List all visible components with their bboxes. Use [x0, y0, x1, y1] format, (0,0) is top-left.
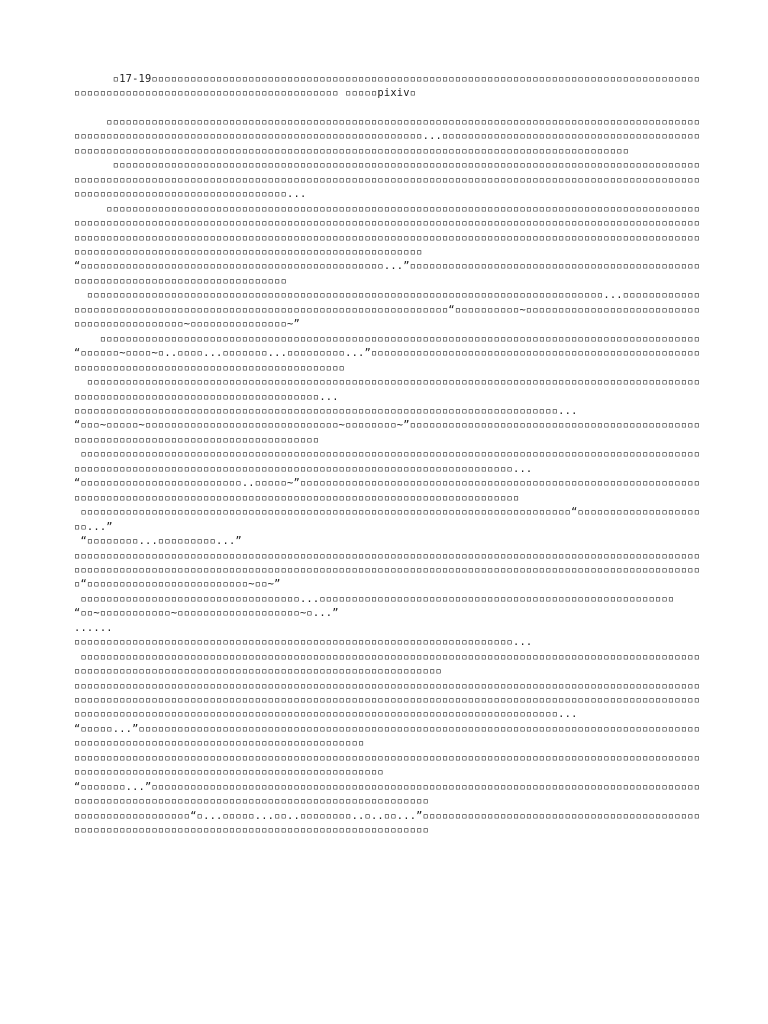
paragraph-gap [74, 101, 706, 115]
paragraph-2: ▫▫▫▫▫▫▫▫▫▫▫▫▫▫▫▫▫▫▫▫▫▫▫▫▫▫▫▫▫▫▫▫▫▫▫▫▫▫▫▫▫▫▫▫▫▫▫▫▫▫▫▫▫▫▫▫▫▫▫▫▫▫▫▫▫▫▫▫▫▫▫▫▫▫▫▫▫▫▫▫▫▫▫▫▫▫▫▫▫▫▫▫▫▫▫▫▫▫▫▫▫▫▫▫▫▫▫▫▫▫▫▫▫▫▫▫▫▫▫▫▫▫▫▫▫▫▫▫▫▫▫▫▫▫▫▫▫▫▫▫▫▫▫▫▫▫...▫▫▫▫▫▫▫▫▫▫▫▫▫▫▫▫▫▫▫▫▫▫▫▫▫▫▫▫▫▫▫▫▫▫▫▫▫▫▫▫▫▫▫▫▫▫▫▫▫▫▫▫▫▫▫▫▫▫▫▫▫▫▫▫▫▫▫▫▫▫▫▫▫▫▫▫▫▫▫▫▫▫▫▫▫▫▫▫▫▫▫▫▫▫▫▫▫▫▫▫▫▫▫▫▫▫▫▫▫▫▫▫▫▫▫▫▫▫▫▫▫▫▫▫▫▫ [74, 115, 701, 157]
paragraph-4: ▫▫▫▫▫▫▫▫▫▫▫▫▫▫▫▫▫▫▫▫▫▫▫▫▫▫▫▫▫▫▫▫▫▫▫▫▫▫▫▫▫▫▫▫▫▫▫▫▫▫▫▫▫▫▫▫▫▫▫▫▫▫▫▫▫▫▫▫▫▫▫▫▫▫▫▫▫▫▫▫▫▫▫▫▫▫▫▫▫▫▫▫▫▫▫▫▫▫▫▫▫▫▫▫▫▫▫▫▫▫▫▫▫▫▫▫▫▫▫▫▫▫▫▫▫▫▫▫▫▫▫▫▫▫▫▫▫▫▫▫▫▫▫▫▫▫▫▫▫▫▫▫▫▫▫▫▫▫▫▫▫▫▫▫▫▫▫▫▫▫▫▫▫▫▫▫▫▫▫▫▫▫▫▫▫▫▫▫▫▫▫▫▫▫▫▫▫▫▫▫▫▫▫▫▫▫▫▫▫▫▫▫▫▫▫▫▫▫▫▫▫▫▫▫▫▫▫▫▫▫▫▫▫▫▫▫▫▫▫▫▫▫▫▫▫▫▫▫▫▫▫▫▫▫▫▫▫▫▫▫▫▫▫▫▫▫▫▫▫▫▫▫▫▫▫▫▫▫▫▫▫▫▫▫▫▫▫▫▫▫▫▫▫▫▫▫▫▫▫▫▫▫▫▫▫▫▫▫▫▫▫▫▫▫▫▫▫▫▫▫▫▫▫▫▫▫▫▫▫▫▫▫▫▫▫▫▫▫▫▫ [74, 202, 701, 258]
paragraph-10: ▫▫▫▫▫▫▫▫▫▫▫▫▫▫▫▫▫▫▫▫▫▫▫▫▫▫▫▫▫▫▫▫▫▫▫▫▫▫▫▫▫▫▫▫▫▫▫▫▫▫▫▫▫▫▫▫▫▫▫▫▫▫▫▫▫▫▫▫▫▫▫▫▫▫▫... [74, 404, 578, 417]
paragraph-8: “▫▫▫▫▫▫~▫▫▫▫~▫..▫▫▫▫...▫▫▫▫▫▫▫...▫▫▫▫▫▫▫▫▫...”▫▫▫▫▫▫▫▫▫▫▫▫▫▫▫▫▫▫▫▫▫▫▫▫▫▫▫▫▫▫▫▫▫▫▫▫▫▫▫▫▫▫▫▫▫▫▫▫▫▫▫▫▫▫▫▫▫▫▫▫▫▫▫▫▫▫▫▫▫▫▫▫▫▫▫▫▫▫▫▫▫▫▫▫▫▫▫▫▫▫▫▫▫ [74, 347, 701, 374]
paragraph-14: ▫▫▫▫▫▫▫▫▫▫▫▫▫▫▫▫▫▫▫▫▫▫▫▫▫▫▫▫▫▫▫▫▫▫▫▫▫▫▫▫▫▫▫▫▫▫▫▫▫▫▫▫▫▫▫▫▫▫▫▫▫▫▫▫▫▫▫▫▫▫▫▫▫▫▫▫“▫▫▫▫▫▫▫▫▫▫▫▫▫▫▫▫▫▫▫▫▫...” [74, 506, 701, 533]
paragraph-9: ▫▫▫▫▫▫▫▫▫▫▫▫▫▫▫▫▫▫▫▫▫▫▫▫▫▫▫▫▫▫▫▫▫▫▫▫▫▫▫▫▫▫▫▫▫▫▫▫▫▫▫▫▫▫▫▫▫▫▫▫▫▫▫▫▫▫▫▫▫▫▫▫▫▫▫▫▫▫▫▫▫▫▫▫▫▫▫▫▫▫▫▫▫▫▫▫▫▫▫▫▫▫▫▫▫▫▫▫▫▫▫▫▫▫▫▫▫▫▫▫▫▫▫▫▫▫▫▫▫▫▫▫▫... [74, 376, 701, 403]
paragraph-24: ▫▫▫▫▫▫▫▫▫▫▫▫▫▫▫▫▫▫▫▫▫▫▫▫▫▫▫▫▫▫▫▫▫▫▫▫▫▫▫▫▫▫▫▫▫▫▫▫▫▫▫▫▫▫▫▫▫▫▫▫▫▫▫▫▫▫▫▫▫▫▫▫▫▫▫▫▫▫▫▫▫▫▫▫▫▫▫▫▫▫▫▫▫▫▫▫▫▫▫▫▫▫▫▫▫▫▫▫▫▫▫▫▫▫▫▫▫▫▫▫▫▫▫▫▫▫▫▫▫▫▫▫▫▫▫▫▫▫▫▫▫▫▫▫▫ [74, 751, 701, 779]
paragraph-17: ▫▫▫▫▫▫▫▫▫▫▫▫▫▫▫▫▫▫▫▫▫▫▫▫▫▫▫▫▫▫▫▫▫▫...▫▫▫▫▫▫▫▫▫▫▫▫▫▫▫▫▫▫▫▫▫▫▫▫▫▫▫▫▫▫▫▫▫▫▫▫▫▫▫▫▫▫▫▫▫▫▫▫▫▫▫▫▫▫▫ [74, 592, 675, 605]
paragraph-26: ▫▫▫▫▫▫▫▫▫▫▫▫▫▫▫▫▫▫“▫...▫▫▫▫▫...▫▫..▫▫▫▫▫▫▫▫..▫..▫▫...”▫▫▫▫▫▫▫▫▫▫▫▫▫▫▫▫▫▫▫▫▫▫▫▫▫▫▫▫▫▫▫▫▫▫▫▫▫▫▫▫▫▫▫▫▫▫▫▫▫▫▫▫▫▫▫▫▫▫▫▫▫▫▫▫▫▫▫▫▫▫▫▫▫▫▫▫▫▫▫▫▫▫▫▫▫▫▫▫▫▫▫▫▫▫▫▫▫▫ [74, 809, 701, 837]
story-text [74, 72, 706, 838]
paragraph-19: ...... [74, 621, 113, 634]
paragraph-20: ▫▫▫▫▫▫▫▫▫▫▫▫▫▫▫▫▫▫▫▫▫▫▫▫▫▫▫▫▫▫▫▫▫▫▫▫▫▫▫▫▫▫▫▫▫▫▫▫▫▫▫▫▫▫▫▫▫▫▫▫▫▫▫▫▫▫▫▫... [74, 636, 533, 649]
paragraph-15: “▫▫▫▫▫▫▫▫...▫▫▫▫▫▫▫▫▫...” [74, 535, 242, 548]
paragraph-12: ▫▫▫▫▫▫▫▫▫▫▫▫▫▫▫▫▫▫▫▫▫▫▫▫▫▫▫▫▫▫▫▫▫▫▫▫▫▫▫▫▫▫▫▫▫▫▫▫▫▫▫▫▫▫▫▫▫▫▫▫▫▫▫▫▫▫▫▫▫▫▫▫▫▫▫▫▫▫▫▫▫▫▫▫▫▫▫▫▫▫▫▫▫▫▫▫▫▫▫▫▫▫▫▫▫▫▫▫▫▫▫▫▫▫▫▫▫▫▫▫▫▫▫▫▫▫▫▫▫▫▫▫▫▫▫▫▫▫▫▫▫▫▫▫▫▫▫▫▫▫▫▫▫▫▫▫▫▫▫▫▫▫▫▫... [74, 448, 701, 475]
paragraph-11: “▫▫▫~▫▫▫▫▫~▫▫▫▫▫▫▫▫▫▫▫▫▫▫▫▫▫▫▫▫▫▫▫▫▫▫▫▫▫▫~▫▫▫▫▫▫▫▫~”▫▫▫▫▫▫▫▫▫▫▫▫▫▫▫▫▫▫▫▫▫▫▫▫▫▫▫▫▫▫▫▫▫▫▫▫▫▫▫▫▫▫▫▫▫▫▫▫▫▫▫▫▫▫▫▫▫▫▫▫▫▫▫▫▫▫▫▫▫▫▫▫▫▫▫▫▫▫▫▫▫▫▫ [74, 419, 701, 446]
paragraph-18: “▫▫~▫▫▫▫▫▫▫▫▫▫▫~▫▫▫▫▫▫▫▫▫▫▫▫▫▫▫▫▫▫▫~▫...” [74, 607, 339, 620]
paragraph-0: ▫17-19▫▫▫▫▫▫▫▫▫▫▫▫▫▫▫▫▫▫▫▫▫▫▫▫▫▫▫▫▫▫▫▫▫▫▫▫▫▫▫▫▫▫▫▫▫▫▫▫▫▫▫▫▫▫▫▫▫▫▫▫▫▫▫▫▫▫▫▫▫▫▫▫▫▫▫▫▫▫▫▫▫▫▫▫▫▫▫▫▫▫▫▫▫▫▫▫▫▫▫▫▫▫▫▫▫▫▫▫▫▫▫▫▫▫▫▫▫▫▫▫▫▫▫▫▫▫ ▫▫▫▫▫pixiv▫ [74, 73, 701, 100]
paragraph-6: ▫▫▫▫▫▫▫▫▫▫▫▫▫▫▫▫▫▫▫▫▫▫▫▫▫▫▫▫▫▫▫▫▫▫▫▫▫▫▫▫▫▫▫▫▫▫▫▫▫▫▫▫▫▫▫▫▫▫▫▫▫▫▫▫▫▫▫▫▫▫▫▫▫▫▫▫▫▫▫▫...▫▫▫▫▫▫▫▫▫▫▫▫▫▫▫▫▫▫▫▫▫▫▫▫▫▫▫▫▫▫▫▫▫▫▫▫▫▫▫▫▫▫▫▫▫▫▫▫▫▫▫▫▫▫▫▫▫▫▫▫▫▫▫▫▫▫▫▫▫▫“▫▫▫▫▫▫▫▫▫▫~▫▫▫▫▫▫▫▫▫▫▫▫▫▫▫▫▫▫▫▫▫▫▫▫▫▫▫▫▫▫▫▫▫▫▫▫▫▫▫▫▫▫▫▫~▫▫▫▫▫▫▫▫▫▫▫▫▫▫▫~” [74, 289, 701, 331]
paragraph-22: ▫▫▫▫▫▫▫▫▫▫▫▫▫▫▫▫▫▫▫▫▫▫▫▫▫▫▫▫▫▫▫▫▫▫▫▫▫▫▫▫▫▫▫▫▫▫▫▫▫▫▫▫▫▫▫▫▫▫▫▫▫▫▫▫▫▫▫▫▫▫▫▫▫▫▫▫▫▫▫▫▫▫▫▫▫▫▫▫▫▫▫▫▫▫▫▫▫▫▫▫▫▫▫▫▫▫▫▫▫▫▫▫▫▫▫▫▫▫▫▫▫▫▫▫▫▫▫▫▫▫▫▫▫▫▫▫▫▫▫▫▫▫▫▫▫▫▫▫▫▫▫▫▫▫▫▫▫▫▫▫▫▫▫▫▫▫▫▫▫▫▫▫▫▫▫▫▫▫▫▫▫▫▫▫▫▫▫▫▫▫▫▫▫▫▫▫▫▫▫▫▫▫▫▫▫▫▫▫▫▫▫▫▫▫▫▫▫▫▫▫▫▫▫▫▫▫▫▫▫▫▫▫▫▫▫▫▫▫▫▫▫▫▫▫▫▫▫▫▫▫▫▫▫▫▫▫▫▫▫▫▫▫▫▫▫▫▫▫▫... [74, 679, 701, 721]
paragraph-7: ▫▫▫▫▫▫▫▫▫▫▫▫▫▫▫▫▫▫▫▫▫▫▫▫▫▫▫▫▫▫▫▫▫▫▫▫▫▫▫▫▫▫▫▫▫▫▫▫▫▫▫▫▫▫▫▫▫▫▫▫▫▫▫▫▫▫▫▫▫▫▫▫▫▫▫▫▫▫▫▫▫▫▫▫▫▫▫▫▫▫▫▫▫ [74, 332, 701, 345]
paragraph-16: ▫▫▫▫▫▫▫▫▫▫▫▫▫▫▫▫▫▫▫▫▫▫▫▫▫▫▫▫▫▫▫▫▫▫▫▫▫▫▫▫▫▫▫▫▫▫▫▫▫▫▫▫▫▫▫▫▫▫▫▫▫▫▫▫▫▫▫▫▫▫▫▫▫▫▫▫▫▫▫▫▫▫▫▫▫▫▫▫▫▫▫▫▫▫▫▫▫▫▫▫▫▫▫▫▫▫▫▫▫▫▫▫▫▫▫▫▫▫▫▫▫▫▫▫▫▫▫▫▫▫▫▫▫▫▫▫▫▫▫▫▫▫▫▫▫▫▫▫▫▫▫▫▫▫▫▫▫▫▫▫▫▫▫▫▫▫▫▫▫▫▫▫▫▫▫▫▫▫▫▫▫▫▫▫▫▫▫▫▫▫▫▫▫▫▫“▫▫▫▫▫▫▫▫▫▫▫▫▫▫▫▫▫▫▫▫▫▫▫▫▫~▫▫~” [74, 549, 701, 591]
paragraph-25: “▫▫▫▫▫▫▫...”▫▫▫▫▫▫▫▫▫▫▫▫▫▫▫▫▫▫▫▫▫▫▫▫▫▫▫▫▫▫▫▫▫▫▫▫▫▫▫▫▫▫▫▫▫▫▫▫▫▫▫▫▫▫▫▫▫▫▫▫▫▫▫▫▫▫▫▫▫▫▫▫▫▫▫▫▫▫▫▫▫▫▫▫▫▫▫▫▫▫▫▫▫▫▫▫▫▫▫▫▫▫▫▫▫▫▫▫▫▫▫▫▫▫▫▫▫▫▫▫▫▫▫▫▫▫▫▫▫▫▫▫▫▫▫▫▫▫▫▫ [74, 780, 701, 808]
paragraph-21: ▫▫▫▫▫▫▫▫▫▫▫▫▫▫▫▫▫▫▫▫▫▫▫▫▫▫▫▫▫▫▫▫▫▫▫▫▫▫▫▫▫▫▫▫▫▫▫▫▫▫▫▫▫▫▫▫▫▫▫▫▫▫▫▫▫▫▫▫▫▫▫▫▫▫▫▫▫▫▫▫▫▫▫▫▫▫▫▫▫▫▫▫▫▫▫▫▫▫▫▫▫▫▫▫▫▫▫▫▫▫▫▫▫▫▫▫▫▫▫▫▫▫▫▫▫▫▫▫▫▫▫▫▫▫▫▫▫▫▫▫▫▫▫▫▫▫▫▫▫▫▫▫▫ [74, 650, 701, 678]
paragraph-3: ▫▫▫▫▫▫▫▫▫▫▫▫▫▫▫▫▫▫▫▫▫▫▫▫▫▫▫▫▫▫▫▫▫▫▫▫▫▫▫▫▫▫▫▫▫▫▫▫▫▫▫▫▫▫▫▫▫▫▫▫▫▫▫▫▫▫▫▫▫▫▫▫▫▫▫▫▫▫▫▫▫▫▫▫▫▫▫▫▫▫▫▫▫▫▫▫▫▫▫▫▫▫▫▫▫▫▫▫▫▫▫▫▫▫▫▫▫▫▫▫▫▫▫▫▫▫▫▫▫▫▫▫▫▫▫▫▫▫▫▫▫▫▫▫▫▫▫▫▫▫▫▫▫▫▫▫▫▫▫▫▫▫▫▫▫▫▫▫▫▫▫▫▫▫▫▫▫▫▫▫▫▫▫▫▫▫▫▫▫▫▫▫▫▫▫▫▫▫▫▫▫▫▫▫▫▫▫▫▫▫▫▫▫▫▫▫▫▫▫▫▫... [74, 159, 701, 201]
paragraph-23: “▫▫▫▫▫...”▫▫▫▫▫▫▫▫▫▫▫▫▫▫▫▫▫▫▫▫▫▫▫▫▫▫▫▫▫▫▫▫▫▫▫▫▫▫▫▫▫▫▫▫▫▫▫▫▫▫▫▫▫▫▫▫▫▫▫▫▫▫▫▫▫▫▫▫▫▫▫▫▫▫▫▫▫▫▫▫▫▫▫▫▫▫▫▫▫▫▫▫▫▫▫▫▫▫▫▫▫▫▫▫▫▫▫▫▫▫▫▫▫▫▫▫▫▫▫▫▫▫▫▫▫▫▫▫▫▫▫▫ [74, 722, 701, 750]
paragraph-5: “▫▫▫▫▫▫▫▫▫▫▫▫▫▫▫▫▫▫▫▫▫▫▫▫▫▫▫▫▫▫▫▫▫▫▫▫▫▫▫▫▫▫▫▫▫▫▫...”▫▫▫▫▫▫▫▫▫▫▫▫▫▫▫▫▫▫▫▫▫▫▫▫▫▫▫▫▫▫▫▫▫▫▫▫▫▫▫▫▫▫▫▫▫▫▫▫▫▫▫▫▫▫▫▫▫▫▫▫▫▫▫▫▫▫▫▫▫▫▫▫▫▫▫▫▫▫ [74, 260, 701, 287]
paragraph-13: “▫▫▫▫▫▫▫▫▫▫▫▫▫▫▫▫▫▫▫▫▫▫▫▫▫..▫▫▫▫▫~”▫▫▫▫▫▫▫▫▫▫▫▫▫▫▫▫▫▫▫▫▫▫▫▫▫▫▫▫▫▫▫▫▫▫▫▫▫▫▫▫▫▫▫▫▫▫▫▫▫▫▫▫▫▫▫▫▫▫▫▫▫▫▫▫▫▫▫▫▫▫▫▫▫▫▫▫▫▫▫▫▫▫▫▫▫▫▫▫▫▫▫▫▫▫▫▫▫▫▫▫▫▫▫▫▫▫▫▫▫▫▫▫▫▫▫▫▫▫▫▫▫▫▫▫▫▫▫▫▫▫▫ [74, 477, 701, 504]
